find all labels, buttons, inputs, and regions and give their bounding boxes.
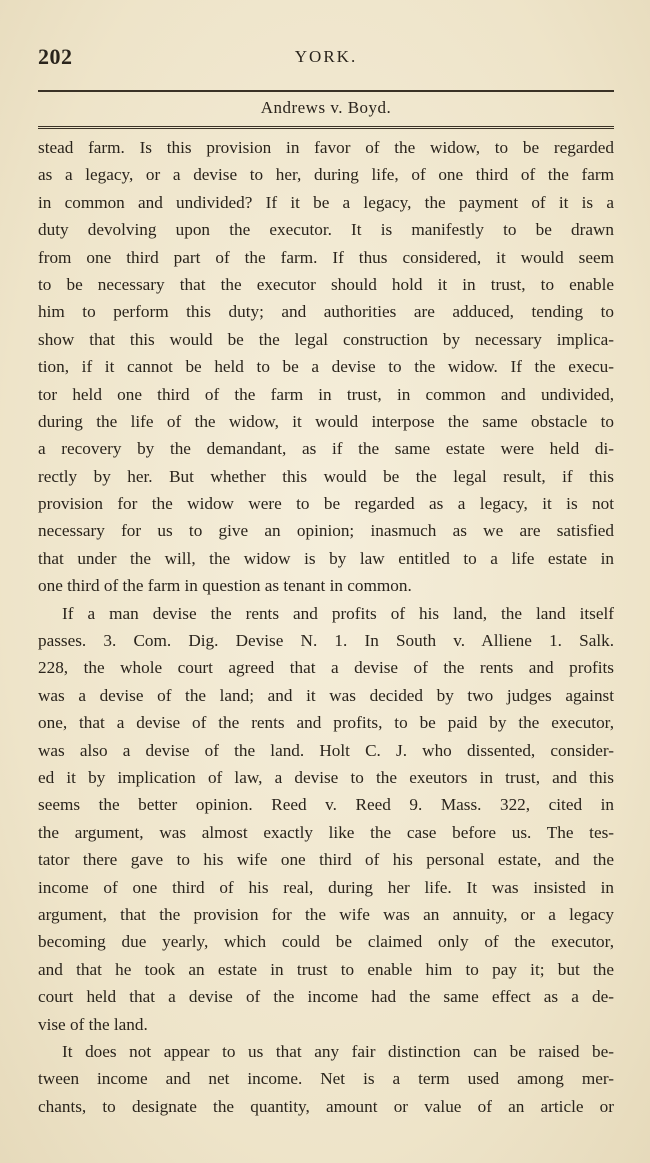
running-title: YORK. — [294, 47, 358, 66]
text-line: If a man devise the rents and profits of his land, the land itself — [62, 603, 614, 623]
text-line: that under the will, the widow is by law entitled to a life estate in — [38, 548, 614, 568]
text-line: argument, that the provision for the wife was an annuity, or a legacy — [38, 904, 614, 924]
text-line: income of one third of his real, during her life. It was insisted in — [38, 877, 614, 897]
page-number: 202 — [38, 44, 73, 69]
body-text — [38, 134, 614, 1120]
text-line: was a devise of the land; and it was decided by two judges against — [38, 685, 614, 705]
text-line: seems the better opinion. Reed v. Reed 9. Mass. 322, cited in — [38, 795, 614, 815]
text-line: and that he took an estate in trust to enable him to pay it; but the — [38, 959, 614, 979]
text-line: passes. 3. Com. Dig. Devise N. 1. In South v. Alliene 1. Salk. — [38, 631, 614, 651]
text-line: tween income and net income. Net is a term used among mer- — [38, 1069, 614, 1089]
text-line: court held that a devise of the income had the same effect as a de- — [38, 987, 614, 1007]
text-line: as a legacy, or a devise to her, during life, of one third of the farm — [38, 165, 614, 185]
text-line: chants, to designate the quantity, amount or value of an article or — [38, 1096, 614, 1116]
text-line: the argument, was almost exactly like the case before us. The tes- — [38, 822, 614, 842]
text-line: during the life of the widow, it would interpose the same obstacle to — [38, 411, 614, 431]
text-line: tator there gave to his wife one third of his personal estate, and the — [38, 850, 614, 870]
text-line: was also a devise of the land. Holt C. J. who dissented, consider- — [38, 740, 614, 760]
text-line: tor held one third of the farm in trust, in common and undivided, — [38, 384, 614, 404]
text-line: from one third part of the farm. If thus considered, it would seem — [38, 247, 614, 267]
text-line: stead farm. Is this provision in favor of the widow, to be regarded — [38, 138, 614, 157]
text-line: 228, the whole court agreed that a devise of the rents and profits — [38, 658, 614, 678]
text-line: duty devolving upon the executor. It is manifestly to be drawn — [38, 220, 614, 240]
text-line: vise of the land. — [38, 1014, 148, 1034]
text-line: him to perform this duty; and authorities are adduced, tending to — [38, 302, 614, 322]
text-line: It does not appear to us that any fair distinction can be raised be- — [62, 1041, 614, 1061]
text-line: becoming due yearly, which could be claimed only of the executor, — [38, 932, 614, 952]
text-line: show that this would be the legal construction by necessary implica- — [38, 329, 614, 349]
text-line: tion, if it cannot be held to be a devise to the widow. If the execu- — [38, 357, 614, 377]
header-rule-bottom — [38, 126, 614, 129]
case-title: Andrews v. Boyd. — [260, 98, 392, 117]
text-line: to be necessary that the executor should hold it in trust, to enable — [38, 274, 614, 294]
text-line: rectly by her. But whether this would be the legal result, if this — [38, 466, 614, 486]
text-line: a recovery by the demandant, as if the same estate were held di- — [38, 439, 614, 459]
text-line: in common and undivided? If it be a legacy, the payment of it is a — [38, 192, 614, 212]
text-line: one, that a devise of the rents and profits, to be paid by the executor, — [38, 713, 614, 733]
text-line: ed it by implication of law, a devise to the exeutors in trust, and this — [38, 767, 614, 787]
text-line: provision for the widow were to be regarded as a legacy, it is not — [38, 494, 614, 514]
running-head — [38, 44, 614, 72]
text-line: one third of the farm in question as tenant in common. — [38, 576, 412, 596]
header-rule-top — [38, 90, 614, 92]
text-line: necessary for us to give an opinion; inasmuch as we are satisfied — [38, 521, 614, 541]
